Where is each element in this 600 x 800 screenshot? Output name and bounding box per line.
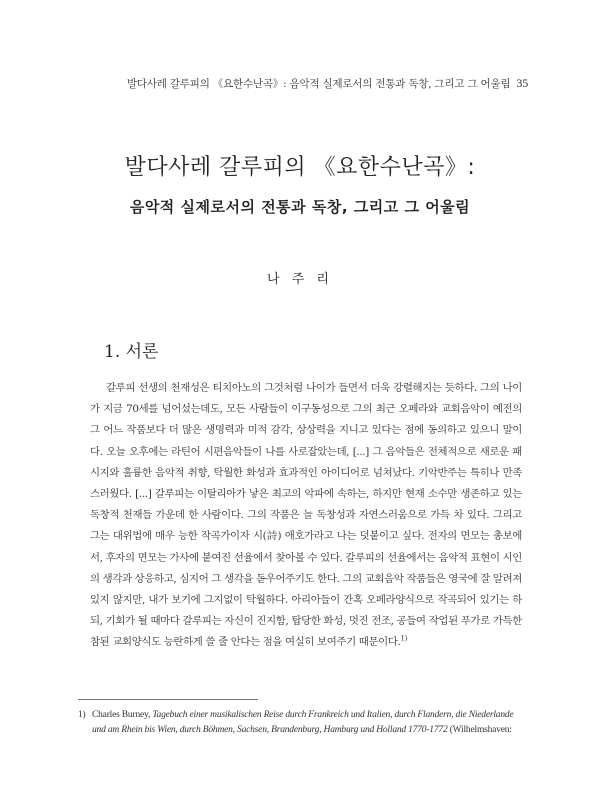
footnote-trailing: (Wilhelmshaven:	[449, 725, 512, 735]
author-name: 나 주 리	[267, 272, 333, 287]
running-head	[127, 76, 528, 91]
footnote-title-line1: Tagebuch einer musikalischen Reise durch Frankreich und Italien, durch Flandern, die Niederlande	[152, 710, 514, 720]
footnote	[78, 708, 522, 738]
footnote-reference[interactable]: 1)	[400, 634, 407, 643]
footnote-divider	[78, 699, 258, 700]
footnote-author: Charles Burney,	[92, 710, 151, 720]
footnote-title-line2: und am Rhein bis Wien, durch Böhmen, Sachsen, Brandenburg, Hamburg und Holland 1770-1772	[92, 725, 448, 735]
section-heading: 1. 서론	[104, 342, 159, 362]
page-number: 35	[516, 76, 528, 90]
article-subtitle: 음악적 실제로서의 전통과 독창, 그리고 그 어울림	[129, 198, 471, 216]
footnote-number: 1)	[78, 710, 86, 720]
body-paragraph	[90, 378, 522, 654]
paragraph-text: 갈루피 선생의 천재성은 티치아노의 그것처럼 나이가 들면서 더욱 강렬해지는 듯하다. 그의 나이가 지금 70세를 넘어섰는데도, 모든 사람들이 이구동성으로 그의 최근 오페라와 교회음악이 예전의 그 어느 작품보다 더 많은 생명력과 미적 감각, 상상력을 지니고 있다는 점에 동의하고 있으니 말이다. 오늘 오후에는 라틴어 시편음악들이 나를 사로잡았는데, [...] 그 음악들은 전체적으로 새로운 패시지와 훌륭한 음악적 취향, 탁월한 화성과 효과적인 아이디어로 넘쳐났다. 기악반주는 특히나 만족스러웠다. [...] 갈루피는 이탈리아가 낳은 최고의 악파에 속하는, 하지만 현재 소수만 생존하고 있는 독창적 천재들 가운데 한 사람이다. 그의 작품은 늘 독창성과 자연스러움으로 가득 차 있다. 그리고 그는 대위법에 매우 능한 작곡가이자 시(詩) 애호가라고 나는 덧붙이고 싶다. 전자의 면모는 총보에서, 후자의 면모는 가사에 붙여진 선율에서 찾아볼 수 있다. 갈루피의 선율에서는 음악적 표현이 시인의 생각과 상응하고, 심지어 그 생각을 돋우어주기도 한다. 그의 교회음악 작품들은 영국에 잘 알려져 있지 않지만, 내가 보기에 그지없이 탁월하다. 아리아들이 간혹 오페라양식으로 작곡되어 있기는 하되, 기회가 될 때마다 갈루피는 자신이 진지함, 탑당한 화성, 멋진 전조, 공들여 작업된 푸가로 가득한 참된 교회양식도 능란하게 쓸 줄 안다는 점을 여실히 보여주기 때문이다.	[90, 382, 522, 649]
article-title: 발다사레 갈루피의 《요한수난곡》:	[124, 155, 476, 180]
body-text	[90, 378, 522, 654]
footnote-continuation	[78, 723, 522, 738]
running-head-title: 발다사레 갈루피의 《요한수난곡》: 음악적 실제로서의 전통과 독창, 그리고 그 어울림	[126, 78, 511, 90]
